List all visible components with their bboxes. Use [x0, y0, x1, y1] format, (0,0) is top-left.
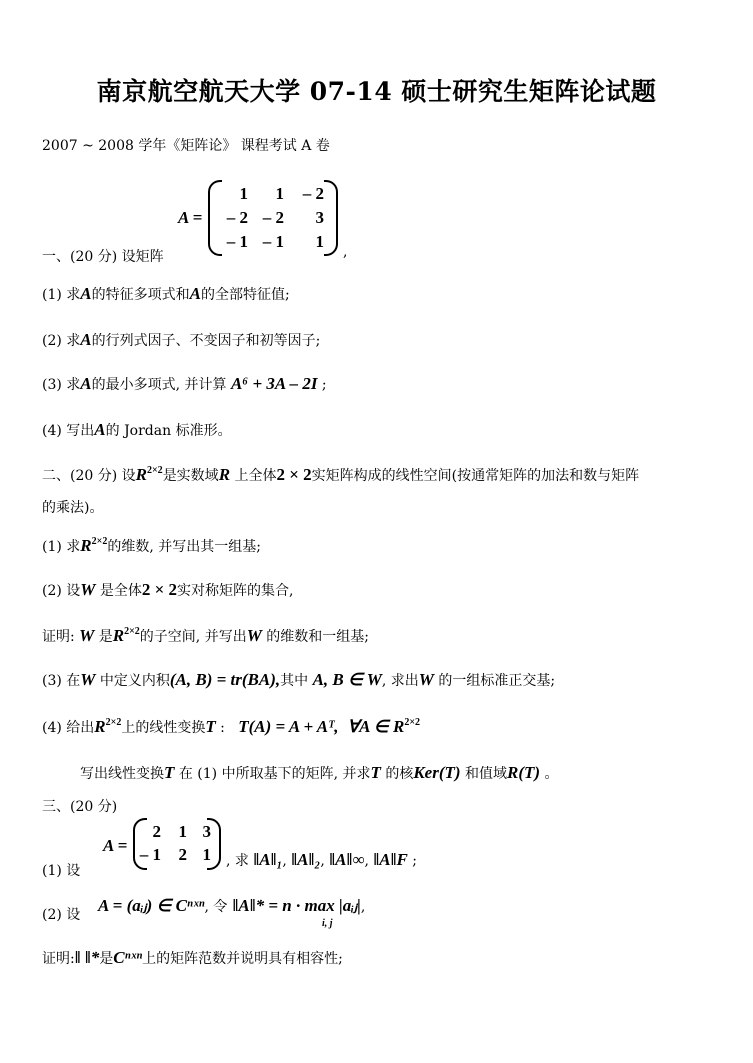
q1-m-2-2: 1	[315, 232, 324, 251]
q2-item-4b: 写出线性变换T 在 (1) 中所取基下的矩阵, 并求T 的核Ker(T) 和值域R(T) 。	[80, 763, 559, 782]
q3-m-1-2: 1	[202, 845, 211, 864]
q1-matrix-name: A =	[178, 208, 203, 227]
q2-item-1: (1) 求$R^{2\times 2}$的维数, 并写出其一组基;	[42, 536, 261, 555]
q1-m-0-2: – 2	[302, 184, 324, 203]
q3-matrix-name: A =	[103, 836, 128, 855]
q3-max-subscript: i, j	[322, 918, 333, 929]
exam-header	[42, 135, 330, 155]
q1-m-1-0: – 2	[226, 208, 248, 227]
q1-label: 一、(20 分) 设矩阵	[42, 249, 164, 265]
q2-line-2: 的乘法)。	[42, 500, 104, 516]
q3-m-0-0: 2	[152, 822, 161, 841]
q2-proof: 证明: W 是$R^{2\times 2}$的子空间, 并写出W 的维数和一组基;	[42, 626, 369, 645]
q3-m-0-2: 3	[202, 822, 211, 841]
q1-item-4: (4) 写出A的 Jordan 标准形。	[42, 420, 232, 439]
q3-matrix	[133, 818, 221, 870]
q1-m-2-0: – 1	[226, 232, 248, 251]
q3-m-1-0: – 1	[139, 845, 161, 864]
q3-item-1-rest: , 求 ‖A‖₁, ‖A‖₂, ‖A‖∞, ‖A‖F ;	[226, 850, 417, 869]
q1-m-2-1: – 1	[262, 232, 284, 251]
right-paren	[324, 180, 338, 256]
q1-matrix	[208, 180, 338, 256]
exam-header-rest: 学年《矩阵论》 课程考试 A 卷	[138, 138, 330, 154]
q3-m-0-1: 1	[178, 822, 187, 841]
q2-line-1: 二、(20 分) 设$R^{2\times 2}$是实数域R 上全体2 × 2实矩阵构成的线性空间(按通常矩阵的加法和数与矩阵	[42, 465, 640, 484]
q2-item-4: (4) 给出$R^{2\times 2}$上的线性变换T : T(A) = A + Aᵀ, ∀A ∈ $R^{2\times 2}$	[42, 717, 421, 736]
q1-m-0-0: 1	[239, 184, 248, 203]
q3-m-1-1: 2	[178, 845, 187, 864]
q3-item-1-pre: (1) 设	[42, 863, 81, 879]
q1-end: ,	[343, 244, 348, 260]
page-title: 南京航空航天大学 07-14 硕士研究生矩阵论试题	[96, 77, 657, 106]
q3-item-2-expr: A = (aᵢⱼ) ∈ Cⁿˣⁿ, 令 ‖A‖* = n · max |aᵢⱼ|,	[98, 896, 366, 915]
q3-label: 三、(20 分)	[42, 799, 118, 815]
q1-item-3: (3) 求A的最小多项式, 并计算 A⁶ + 3A – 2I ;	[42, 374, 327, 393]
q1-m-1-2: 3	[315, 208, 324, 227]
q1-m-1-1: – 2	[262, 208, 284, 227]
q3-item-2-pre: (2) 设	[42, 907, 81, 923]
q3-proof: 证明:‖ ‖*是Cⁿˣⁿ上的矩阵范数并说明具有相容性;	[42, 948, 343, 967]
exam-years: 2007 ~ 2008	[42, 138, 134, 154]
q1-item-1: (1) 求A的特征多项式和A的全部特征值;	[42, 284, 290, 303]
q2-item-3: (3) 在W 中定义内积(A, B) = tr(BA),其中 A, B ∈ W, 求出W 的一组标准正交基;	[42, 670, 556, 689]
q1-m-0-1: 1	[275, 184, 284, 203]
q2-item-2: (2) 设W 是全体2 × 2实对称矩阵的集合,	[42, 580, 294, 599]
q1-item-2: (2) 求A的行列式因子、不变因子和初等因子;	[42, 330, 321, 349]
